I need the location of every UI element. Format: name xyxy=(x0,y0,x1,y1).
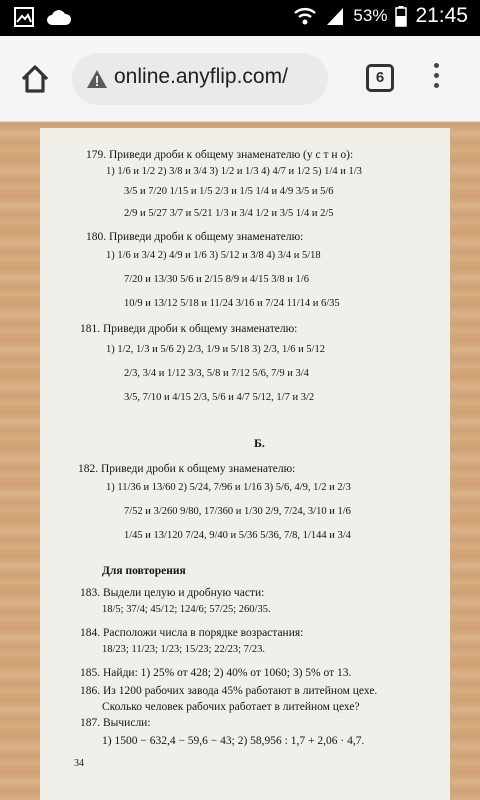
home-icon xyxy=(18,62,52,96)
ex179-title: 179. Приведи дроби к общему знаменателю (у с т н о): xyxy=(86,149,354,161)
ex187-row: 1) 1500 − 632,4 − 59,6 − 43; 2) 58,956 : 1,7 + 2,06 · 4,7. xyxy=(102,735,365,747)
ex179-row1: 1) 1/6 и 1/2 2) 3/8 и 3/4 3) 1/2 и 1/3 4) 4/7 и 1/2 5) 1/4 и 1/3 xyxy=(106,166,362,177)
ex185: 185. Найди: 1) 25% от 428; 2) 40% от 1060; 3) 5% от 13. xyxy=(80,667,352,679)
status-left-icons xyxy=(14,7,72,27)
menu-icon-dot xyxy=(434,83,439,88)
ex181-title: 181. Приведи дроби к общему знаменателю: xyxy=(80,323,298,335)
page-number: 34 xyxy=(74,758,84,769)
tabs-button[interactable] xyxy=(366,64,394,92)
ex181-row2: 2/3, 3/4 и 1/12 3/3, 5/8 и 7/12 5/6, 7/9 и 3/4 xyxy=(124,368,309,379)
ex181-row1: 1) 1/2, 1/3 и 5/6 2) 2/3, 1/9 и 5/18 3) 2/3, 1/6 и 5/12 xyxy=(106,344,325,355)
tab-count: 6 xyxy=(375,69,385,86)
home-button[interactable] xyxy=(18,62,52,96)
ex184-row: 18/23; 11/23; 1/23; 15/23; 22/23; 7/23. xyxy=(102,644,265,655)
ex186-line2: Сколько человек рабочих работает в литейном цехе? xyxy=(102,701,360,713)
page-viewer[interactable] xyxy=(0,122,480,800)
ex181-row3: 3/5, 7/10 и 4/15 2/3, 5/6 и 4/7 5/12, 1/7 и 3/2 xyxy=(124,392,315,403)
battery-icon xyxy=(395,5,407,27)
ex186-line1: 186. Из 1200 рабочих завода 45% работают в литейном цехе. xyxy=(80,685,378,697)
ex183-title: 183. Выдели целую и дробную части: xyxy=(80,587,265,599)
warning-icon xyxy=(86,68,108,90)
ex180-row2: 7/20 и 13/30 5/6 и 2/15 8/9 и 4/15 3/8 и 1/6 xyxy=(124,274,309,285)
url-text: online.anyflip.com/ xyxy=(114,65,288,88)
ex182-row2: 7/52 и 3/260 9/80, 17/360 и 1/30 2/9, 7/24, 3/10 и 1/6 xyxy=(124,506,351,517)
signal-icon xyxy=(325,5,345,27)
ex182-row1: 1) 11/36 и 13/60 2) 5/24, 7/96 и 1/16 3) 5/6, 4/9, 1/2 и 2/3 xyxy=(106,482,351,493)
ex183-row: 18/5; 37/4; 45/12; 124/6; 57/25; 260/35. xyxy=(102,604,271,615)
browser-toolbar xyxy=(0,36,480,122)
gallery-icon xyxy=(14,7,34,27)
menu-icon-dot xyxy=(434,73,439,78)
ex179-row3: 2/9 и 5/27 3/7 и 5/21 1/3 и 3/4 1/2 и 3/5 1/4 и 2/5 xyxy=(124,208,334,219)
book-page xyxy=(40,128,450,800)
status-right-icons xyxy=(293,4,468,28)
section-label: Б. xyxy=(254,436,265,450)
address-bar[interactable] xyxy=(72,53,328,105)
ex182-row3: 1/45 и 13/120 7/24, 9/40 и 5/36 5/36, 7/8, 1/144 и 3/4 xyxy=(124,530,351,541)
review-title: Для повторения xyxy=(102,565,186,577)
ex184-title: 184. Расположи числа в порядке возрастания: xyxy=(80,627,304,639)
wifi-icon xyxy=(293,5,317,27)
battery-percent: 53% xyxy=(353,6,388,25)
menu-button[interactable] xyxy=(430,60,442,96)
ex179-row2: 3/5 и 7/20 1/15 и 1/5 2/3 и 1/5 1/4 и 4/9 3/5 и 5/6 xyxy=(124,186,334,197)
menu-icon-dot xyxy=(434,63,439,68)
ex187-title: 187. Вычисли: xyxy=(80,717,151,729)
cloud-icon xyxy=(46,8,72,26)
ex182-title: 182. Приведи дроби к общему знаменателю: xyxy=(78,463,296,475)
ex180-title: 180. Приведи дроби к общему знаменателю: xyxy=(86,231,304,243)
status-bar xyxy=(0,0,480,36)
ex180-row1: 1) 1/6 и 3/4 2) 4/9 и 1/6 3) 5/12 и 3/8 4) 3/4 и 5/18 xyxy=(106,250,321,261)
clock: 21:45 xyxy=(415,4,468,27)
ex180-row3: 10/9 и 13/12 5/18 и 11/24 3/16 и 7/24 11/14 и 6/35 xyxy=(124,298,340,309)
